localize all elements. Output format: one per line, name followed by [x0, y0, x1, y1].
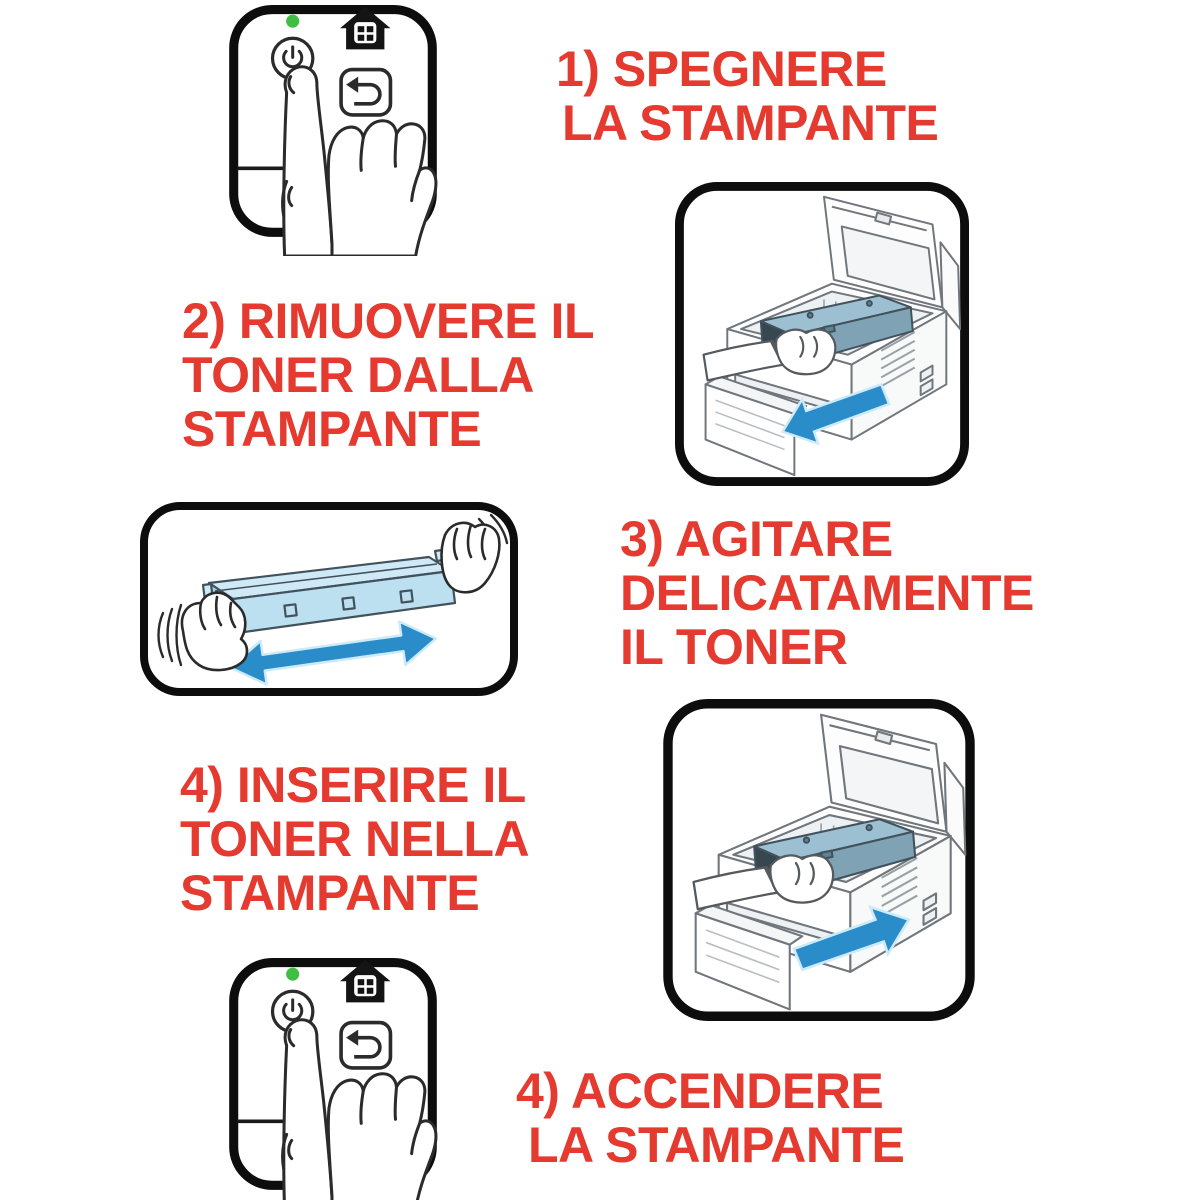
step-3-label	[620, 512, 1034, 674]
step-3-line-2: DELICATAMENTE	[620, 565, 1034, 621]
illustration-shake-toner	[139, 501, 519, 697]
step-1-line-2: LA STAMPANTE	[562, 95, 939, 151]
step-2-label	[182, 294, 594, 456]
left-hand	[182, 593, 247, 670]
illustration-power-panel-bottom	[228, 957, 438, 1200]
step-1-line-1: 1) SPEGNERE	[556, 41, 887, 97]
step-4-line-3: STAMPANTE	[180, 865, 480, 921]
step-4-label	[180, 758, 529, 920]
step-1-label	[556, 42, 938, 150]
step-2-line-3: STAMPANTE	[182, 401, 482, 457]
illustration-printer-remove-toner	[674, 181, 970, 487]
illustration-printer-insert-toner	[662, 698, 976, 1022]
step-5-line-1: 4) ACCENDERE	[516, 1063, 884, 1119]
step-4-line-1: 4) INSERIRE IL	[180, 757, 526, 813]
step-5-line-2: LA STAMPANTE	[528, 1117, 905, 1173]
step-4-line-2: TONER NELLA	[180, 811, 530, 867]
step-3-line-3: IL TONER	[620, 619, 848, 675]
illustration-power-panel-top	[228, 4, 438, 256]
step-3-line-1: 3) AGITARE	[620, 511, 893, 567]
step-2-line-2: TONER DALLA	[182, 347, 534, 403]
step-2-line-1: 2) RIMUOVERE IL	[182, 293, 594, 349]
step-5-label	[516, 1064, 904, 1172]
